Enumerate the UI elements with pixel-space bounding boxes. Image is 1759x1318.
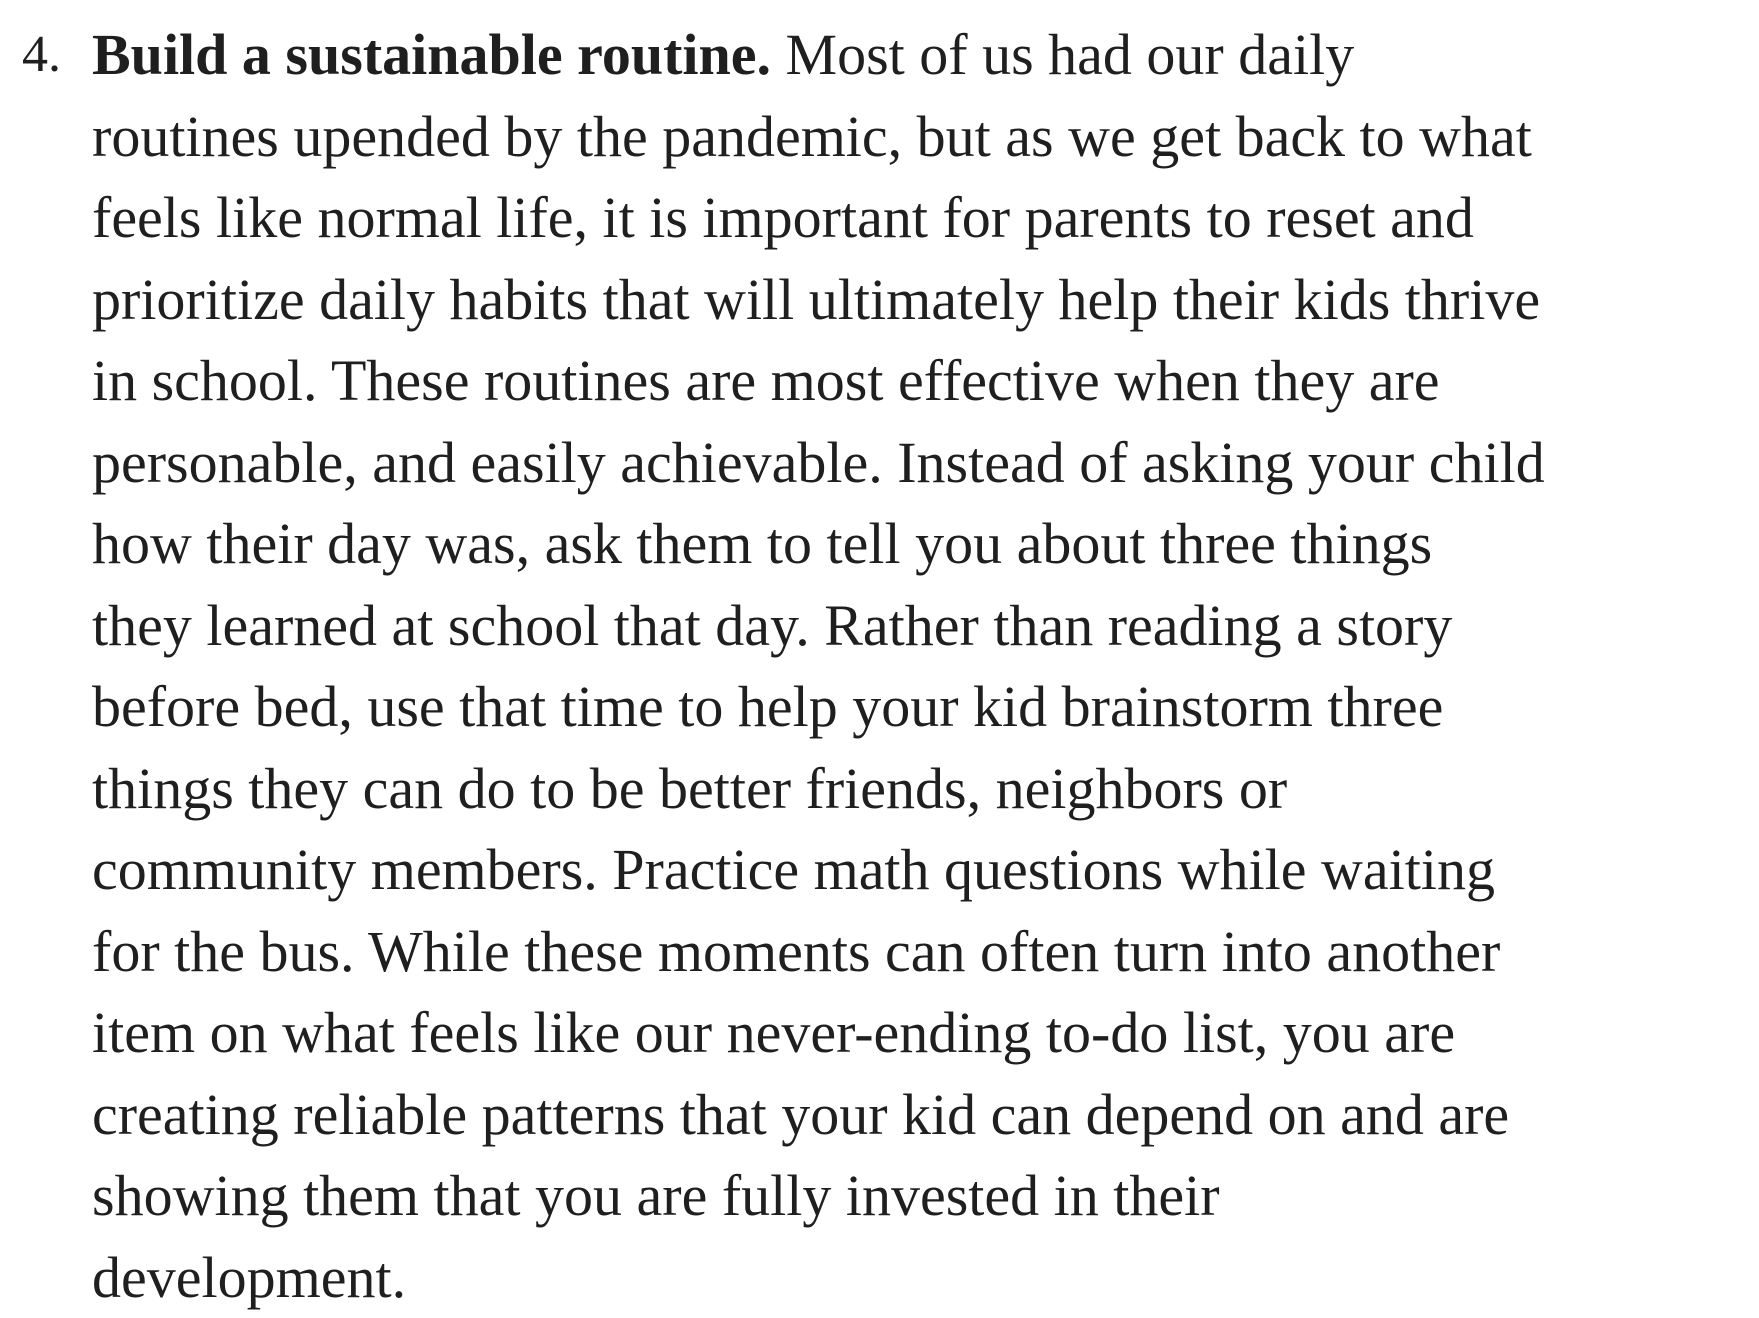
line-2: routines upended by the pandemic, but as we get back to what <box>92 96 1742 178</box>
line-15: showing them that you are fully invested in their <box>92 1155 1742 1237</box>
item-heading: Build a sustainable routine. <box>92 22 771 87</box>
line-9: before bed, use that time to help your kid brainstorm three <box>92 666 1742 748</box>
list-item-body <box>92 14 1742 1318</box>
line-5: in school. These routines are most effective when they are <box>92 340 1742 422</box>
line-1 <box>92 14 1742 96</box>
line-14: creating reliable patterns that your kid can depend on and are <box>92 1074 1742 1156</box>
line-7: how their day was, ask them to tell you about three things <box>92 503 1742 585</box>
line-11: community members. Practice math questions while waiting <box>92 829 1742 911</box>
line-3: feels like normal life, it is important for parents to reset and <box>92 177 1742 259</box>
line-16: development. <box>92 1237 1742 1318</box>
line-8: they learned at school that day. Rather than reading a story <box>92 585 1742 667</box>
line-1-text: Most of us had our daily <box>771 22 1354 87</box>
line-6: personable, and easily achievable. Instead of asking your child <box>92 422 1742 504</box>
line-12: for the bus. While these moments can often turn into another <box>92 911 1742 993</box>
list-item-number: 4. <box>22 14 61 96</box>
line-13: item on what feels like our never-ending to-do list, you are <box>92 992 1742 1074</box>
line-4: prioritize daily habits that will ultimately help their kids thrive <box>92 259 1742 341</box>
line-10: things they can do to be better friends, neighbors or <box>92 748 1742 830</box>
